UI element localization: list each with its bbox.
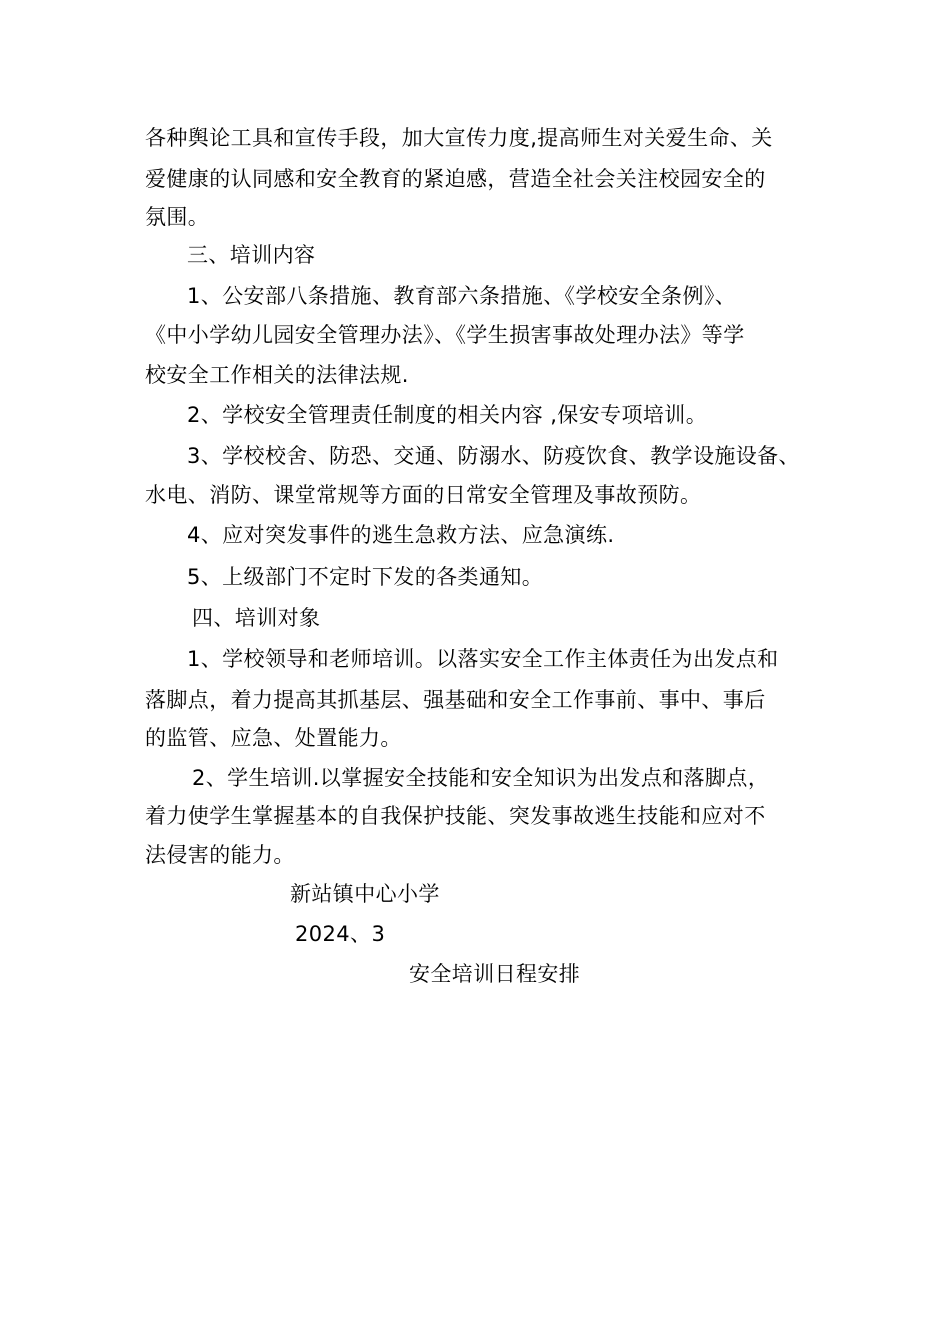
body-text-line: 氛围。	[145, 205, 210, 229]
section-heading-content: 三、培训内容	[187, 243, 316, 267]
section-heading-audience: 四、培训对象	[192, 606, 321, 630]
body-text-line: 各种舆论工具和宣传手段，加大宣传力度,提高师生对关爱生命、关	[145, 126, 773, 150]
body-text-line: 1、公安部八条措施、教育部六条措施、《学校安全条例》、	[187, 284, 737, 308]
body-text-line: 水电、消防、课堂常规等方面的日常安全管理及事故预防。	[145, 483, 702, 507]
body-text-line: 《中小学幼儿园安全管理办法》、《学生损害事故处理办法》等学	[145, 323, 745, 347]
signature-date: 2024、3	[295, 922, 386, 946]
body-text-line: 5、上级部门不定时下发的各类通知。	[187, 565, 544, 589]
body-text-line: 3、学校校舍、防恐、交通、防溺水、防疫饮食、教学设施设备、	[187, 444, 800, 468]
signature-school: 新站镇中心小学	[290, 882, 440, 906]
body-text-line: 法侵害的能力。	[145, 843, 295, 867]
next-section-title: 安全培训日程安排	[409, 962, 581, 986]
body-text-line: 1、学校领导和老师培训。以落实安全工作主体责任为出发点和	[187, 647, 779, 671]
body-text-line: 2、学生培训.以掌握安全技能和安全知识为出发点和落脚点，	[192, 766, 770, 790]
body-text-line: 爱健康的认同感和安全教育的紧迫感，营造全社会关注校园安全的	[145, 167, 766, 191]
body-text-line: 2、学校安全管理责任制度的相关内容 ,保安专项培训。	[187, 403, 708, 427]
body-text-line: 落脚点，着力提高其抓基层、强基础和安全工作事前、事中、事后	[145, 688, 766, 712]
body-text-line: 的监管、应急、处置能力。	[145, 726, 402, 750]
body-text-line: 着力使学生掌握基本的自我保护技能、突发事故逃生技能和应对不	[145, 804, 766, 828]
body-text-line: 4、应对突发事件的逃生急救方法、应急演练.	[187, 523, 615, 547]
body-text-line: 校安全工作相关的法律法规.	[145, 363, 409, 387]
